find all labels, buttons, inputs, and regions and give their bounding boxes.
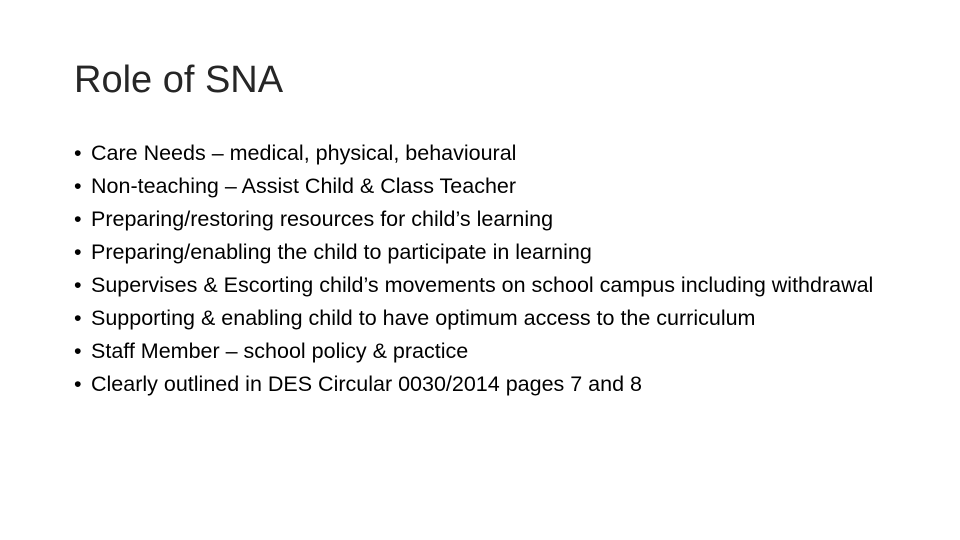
bullet-text: Supporting & enabling child to have optimum access to the curriculum <box>91 306 756 330</box>
bullet-text: Non-teaching – Assist Child & Class Teacher <box>91 174 517 198</box>
bullet-text: Preparing/enabling the child to participate in learning <box>91 240 592 264</box>
bullet-dot-icon: • <box>74 207 82 231</box>
list-item <box>74 208 914 231</box>
list-item <box>74 175 914 198</box>
bullet-text: Staff Member – school policy & practice <box>91 339 469 363</box>
list-item <box>74 142 914 165</box>
bullet-dot-icon: • <box>74 273 82 297</box>
bullet-text: Supervises & Escorting child’s movements on school campus including withdrawal <box>91 273 874 297</box>
list-item <box>74 241 914 264</box>
list-item <box>74 274 914 297</box>
list-item <box>74 373 914 396</box>
bullet-text: Preparing/restoring resources for child’s learning <box>91 207 554 231</box>
bullet-dot-icon: • <box>74 141 82 165</box>
bullet-dot-icon: • <box>74 240 82 264</box>
bullet-text: Clearly outlined in DES Circular 0030/2014 pages 7 and 8 <box>91 372 642 396</box>
bullet-dot-icon: • <box>74 372 82 396</box>
bullet-dot-icon: • <box>74 339 82 363</box>
bullet-text: Care Needs – medical, physical, behavioural <box>91 141 517 165</box>
bullet-dot-icon: • <box>74 306 82 330</box>
slide-title: Role of SNA <box>74 59 284 101</box>
bullet-dot-icon: • <box>74 174 82 198</box>
list-item <box>74 307 914 330</box>
list-item <box>74 340 914 363</box>
bullet-list <box>74 142 914 406</box>
